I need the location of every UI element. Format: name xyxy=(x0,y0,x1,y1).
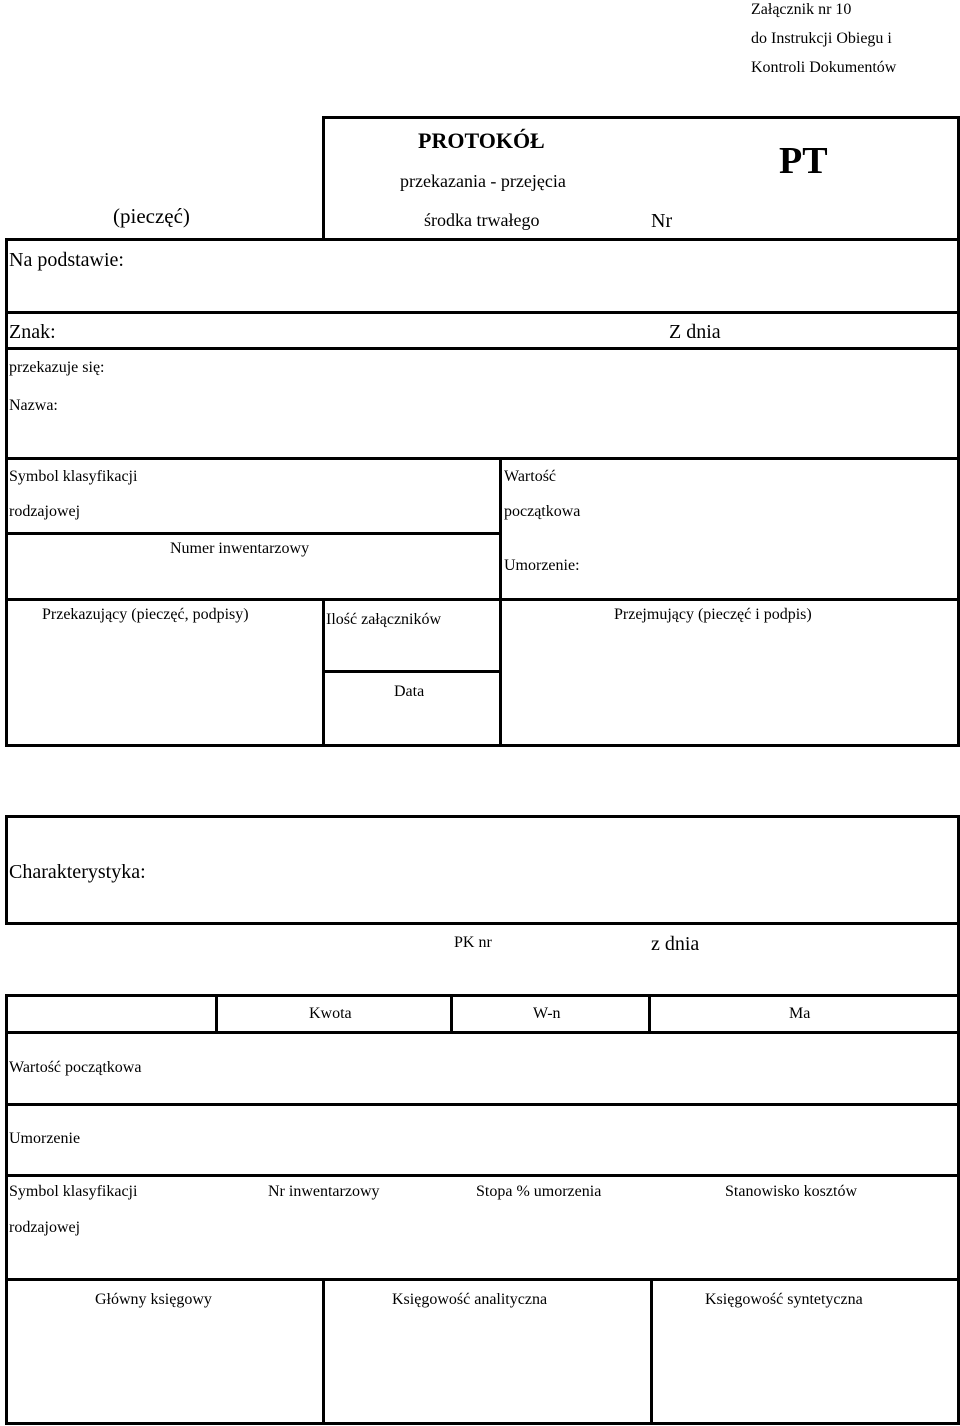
depreciation-rate-label: Stopa % umorzenia xyxy=(476,1183,602,1200)
signature-section-divider xyxy=(5,598,960,601)
receiver-label: Przejmujący (pieczęć i podpis) xyxy=(614,606,812,623)
initial-value-line-2: początkowa xyxy=(504,503,581,520)
header-top-border xyxy=(322,116,960,119)
attachment-line-3: Kontroli Dokumentów xyxy=(751,59,897,76)
value-column-divider xyxy=(499,457,502,600)
initial-value-row-divider xyxy=(5,1103,960,1106)
characteristics-divider xyxy=(5,922,960,925)
analytical-accounting-label: Księgowość analityczna xyxy=(392,1291,548,1308)
basis-divider xyxy=(5,311,960,314)
basis-label: Na podstawie: xyxy=(9,249,124,271)
chief-accountant-label: Główny księgowy xyxy=(95,1291,212,1308)
column-amount: Kwota xyxy=(309,1005,352,1022)
header-left-border xyxy=(322,116,325,238)
acc-class-symbol-line-1: Symbol klasyfikacji xyxy=(9,1183,138,1200)
class-symbol-line-1: Symbol klasyfikacji xyxy=(9,468,138,485)
row-depreciation: Umorzenie xyxy=(9,1130,81,1147)
column-debit: W-n xyxy=(533,1005,561,1022)
amount-left-border xyxy=(215,994,218,1034)
depreciation-row-divider xyxy=(5,1174,960,1177)
column-credit: Ma xyxy=(789,1005,811,1022)
protocol-title: PROTOKÓŁ xyxy=(418,128,545,153)
signatures-divider xyxy=(5,1278,960,1281)
date-field-label: Data xyxy=(394,683,425,700)
form-bottom-border xyxy=(5,744,960,747)
stamp-label: (pieczęć) xyxy=(113,204,190,228)
inventory-number-label: Numer inwentarzowy xyxy=(170,540,310,557)
nr-label: Nr xyxy=(651,210,673,232)
transfer-label: przekazuje się: xyxy=(9,359,105,376)
form-top-border xyxy=(5,238,960,241)
attachment-line-1: Załącznik nr 10 xyxy=(751,1,852,18)
acc-class-symbol-line-2: rodzajowej xyxy=(9,1219,81,1236)
initial-value-line-1: Wartość xyxy=(504,468,557,485)
sign-label: Znak: xyxy=(9,321,56,343)
depreciation-label: Umorzenie: xyxy=(504,557,580,574)
synthetic-accounting-label: Księgowość syntetyczna xyxy=(705,1291,863,1308)
protocol-subtitle-1: przekazania - przejęcia xyxy=(400,171,566,191)
acc-inventory-nr-label: Nr inwentarzowy xyxy=(268,1183,380,1200)
debit-left-border xyxy=(450,994,453,1034)
signature-col-divider-2 xyxy=(650,1278,653,1424)
attachments-label: Ilość załączników xyxy=(326,611,442,628)
form-left-border xyxy=(5,238,8,746)
row-initial-value: Wartość początkowa xyxy=(9,1059,142,1076)
pk-label: PK nr xyxy=(454,934,492,951)
characteristics-label: Charakterystyka: xyxy=(9,861,146,883)
protocol-subtitle-2: środka trwałego xyxy=(424,210,540,230)
table-left-border xyxy=(5,994,8,1424)
table-top-border xyxy=(5,994,960,997)
form-code: PT xyxy=(779,140,828,182)
columns-divider xyxy=(5,1031,960,1034)
name-divider xyxy=(5,457,960,460)
date-label: Z dnia xyxy=(669,321,721,343)
date-field-divider xyxy=(322,670,502,673)
cost-center-label: Stanowisko kosztów xyxy=(725,1183,857,1200)
class-symbol-divider xyxy=(5,532,502,535)
accounting-bottom-border xyxy=(5,1422,960,1425)
name-label: Nazwa: xyxy=(9,397,58,414)
credit-left-border xyxy=(648,994,651,1034)
signature-col-divider-1 xyxy=(322,1278,325,1424)
pk-date-label: z dnia xyxy=(651,933,700,955)
class-symbol-line-2: rodzajowej xyxy=(9,503,81,520)
accounting-top-border xyxy=(5,815,960,818)
attachment-line-2: do Instrukcji Obiegu i xyxy=(751,30,892,47)
sign-divider xyxy=(5,347,960,350)
characteristics-left-border xyxy=(5,815,8,925)
transferor-label: Przekazujący (pieczęć, podpisy) xyxy=(42,606,249,623)
